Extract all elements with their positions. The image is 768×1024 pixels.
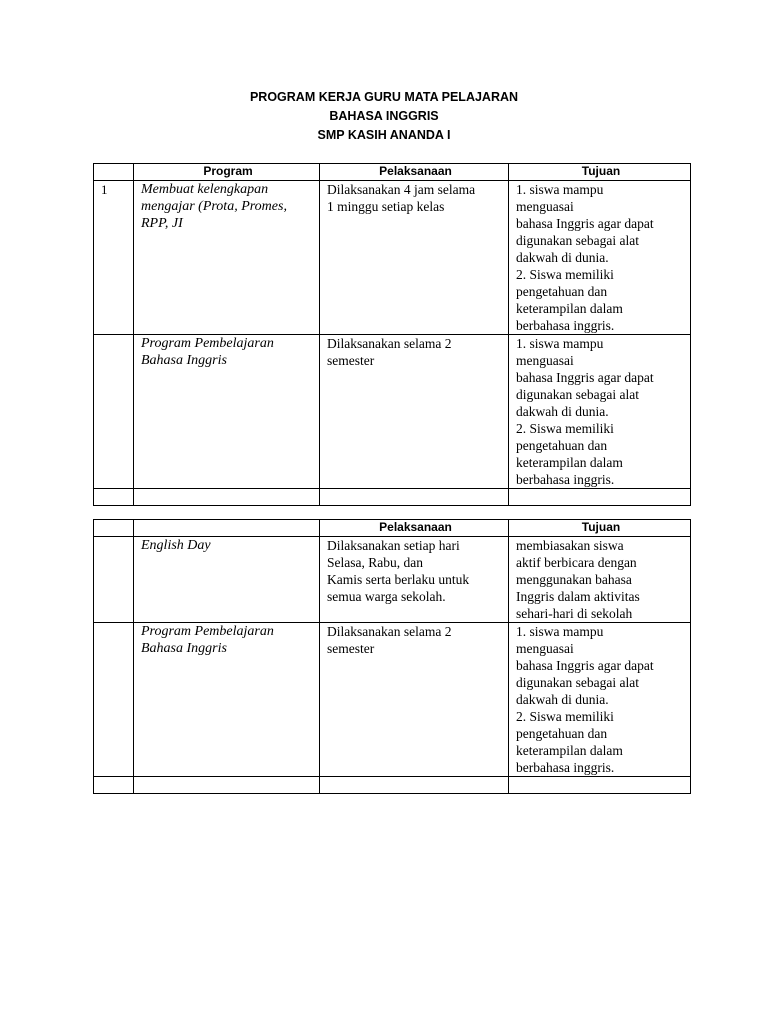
text-line: menguasai — [516, 641, 574, 656]
text-line: dakwah di dunia. — [516, 404, 609, 419]
text-line: Membuat kelengkapan — [141, 182, 269, 197]
table-row — [94, 537, 691, 623]
document-heading — [0, 88, 768, 145]
cell-pelaksanaan — [320, 335, 509, 489]
cell-number — [94, 623, 134, 777]
cell-tujuan — [509, 623, 691, 777]
text-line: bahasa Inggris agar dapat — [516, 658, 654, 673]
empty-row — [94, 777, 691, 794]
text-line: semester — [327, 353, 375, 368]
empty-cell — [134, 777, 320, 794]
text-line: English Day — [141, 538, 211, 553]
text-line: Kamis serta berlaku untuk — [327, 572, 470, 587]
table-row — [94, 623, 691, 777]
text-line: membiasakan siswa — [516, 538, 624, 553]
text-line: Bahasa Inggris — [141, 641, 227, 656]
text-line: Dilaksanakan 4 jam selama — [327, 182, 476, 197]
text-line: dakwah di dunia. — [516, 692, 609, 707]
text-line: 1. siswa mampu — [516, 336, 604, 351]
text-line: bahasa Inggris agar dapat — [516, 216, 654, 231]
cell-program — [134, 335, 320, 489]
text-line: 2. Siswa memiliki — [516, 709, 614, 724]
text-line: menguasai — [516, 199, 574, 214]
header-pelaksanaan: Pelaksanaan — [320, 520, 509, 537]
text-line: menggunakan bahasa — [516, 572, 632, 587]
cell-program — [134, 181, 320, 335]
header-tujuan: Tujuan — [509, 164, 691, 181]
text-line: Bahasa Inggris — [141, 353, 227, 368]
text-line: aktif berbicara dengan — [516, 555, 637, 570]
table-row — [94, 335, 691, 489]
text-line: digunakan sebagai alat — [516, 387, 639, 402]
text-line: Program Pembelajaran — [141, 624, 274, 639]
text-line: bahasa Inggris agar dapat — [516, 370, 654, 385]
cell-tujuan — [509, 335, 691, 489]
header-pelaksanaan: Pelaksanaan — [320, 164, 509, 181]
text-line: berbahasa inggris. — [516, 472, 615, 487]
cell-tujuan — [509, 537, 691, 623]
text-line: 2. Siswa memiliki — [516, 267, 614, 282]
cell-program — [134, 623, 320, 777]
text-line: digunakan sebagai alat — [516, 675, 639, 690]
text-line: pengetahuan dan — [516, 726, 608, 741]
heading-line-3: SMP KASIH ANANDA I — [317, 128, 451, 142]
text-line: sehari-hari di sekolah — [516, 606, 633, 621]
cell-program — [134, 537, 320, 623]
heading-line-2: BAHASA INGGRIS — [329, 109, 439, 123]
text-line: digunakan sebagai alat — [516, 233, 639, 248]
table-header-row — [94, 164, 691, 181]
cell-number — [94, 335, 134, 489]
empty-cell — [94, 777, 134, 794]
header-number — [94, 164, 134, 181]
cell-pelaksanaan — [320, 623, 509, 777]
header-number — [94, 520, 134, 537]
text-line: 1. siswa mampu — [516, 624, 604, 639]
table-header-row — [94, 520, 691, 537]
text-line: pengetahuan dan — [516, 438, 608, 453]
empty-cell — [134, 489, 320, 506]
cell-tujuan — [509, 181, 691, 335]
cell-number — [94, 537, 134, 623]
text-line: 1. siswa mampu — [516, 182, 604, 197]
cell-pelaksanaan — [320, 537, 509, 623]
empty-cell — [320, 489, 509, 506]
text-line: dakwah di dunia. — [516, 250, 609, 265]
program-table-1 — [93, 163, 691, 506]
text-line: mengajar (Prota, Promes, — [141, 199, 287, 214]
text-line: keterampilan dalam — [516, 455, 623, 470]
text-line: keterampilan dalam — [516, 301, 623, 316]
heading-line-1: PROGRAM KERJA GURU MATA PELAJARAN — [249, 90, 519, 104]
table-row — [94, 181, 691, 335]
cell-number: 1 — [94, 181, 134, 335]
text-line: semua warga sekolah. — [327, 589, 446, 604]
cell-pelaksanaan — [320, 181, 509, 335]
empty-cell — [94, 489, 134, 506]
text-line: berbahasa inggris. — [516, 318, 615, 333]
empty-cell — [320, 777, 509, 794]
header-program — [134, 520, 320, 537]
text-line: pengetahuan dan — [516, 284, 608, 299]
header-program: Program — [134, 164, 320, 181]
empty-cell — [509, 777, 691, 794]
text-line: Inggris dalam aktivitas — [516, 589, 640, 604]
empty-cell — [509, 489, 691, 506]
text-line: Dilaksanakan setiap hari — [327, 538, 460, 553]
text-line: keterampilan dalam — [516, 743, 623, 758]
text-line: menguasai — [516, 353, 574, 368]
text-line: 2. Siswa memiliki — [516, 421, 614, 436]
program-table-2 — [93, 519, 691, 794]
header-tujuan: Tujuan — [509, 520, 691, 537]
text-line: berbahasa inggris. — [516, 760, 615, 775]
text-line: Program Pembelajaran — [141, 336, 274, 351]
text-line: semester — [327, 641, 375, 656]
text-line: Dilaksanakan selama 2 — [327, 336, 452, 351]
text-line: RPP, JI — [141, 216, 183, 231]
text-line: Dilaksanakan selama 2 — [327, 624, 452, 639]
text-line: Selasa, Rabu, dan — [327, 555, 423, 570]
empty-row — [94, 489, 691, 506]
text-line: 1 minggu setiap kelas — [327, 199, 445, 214]
